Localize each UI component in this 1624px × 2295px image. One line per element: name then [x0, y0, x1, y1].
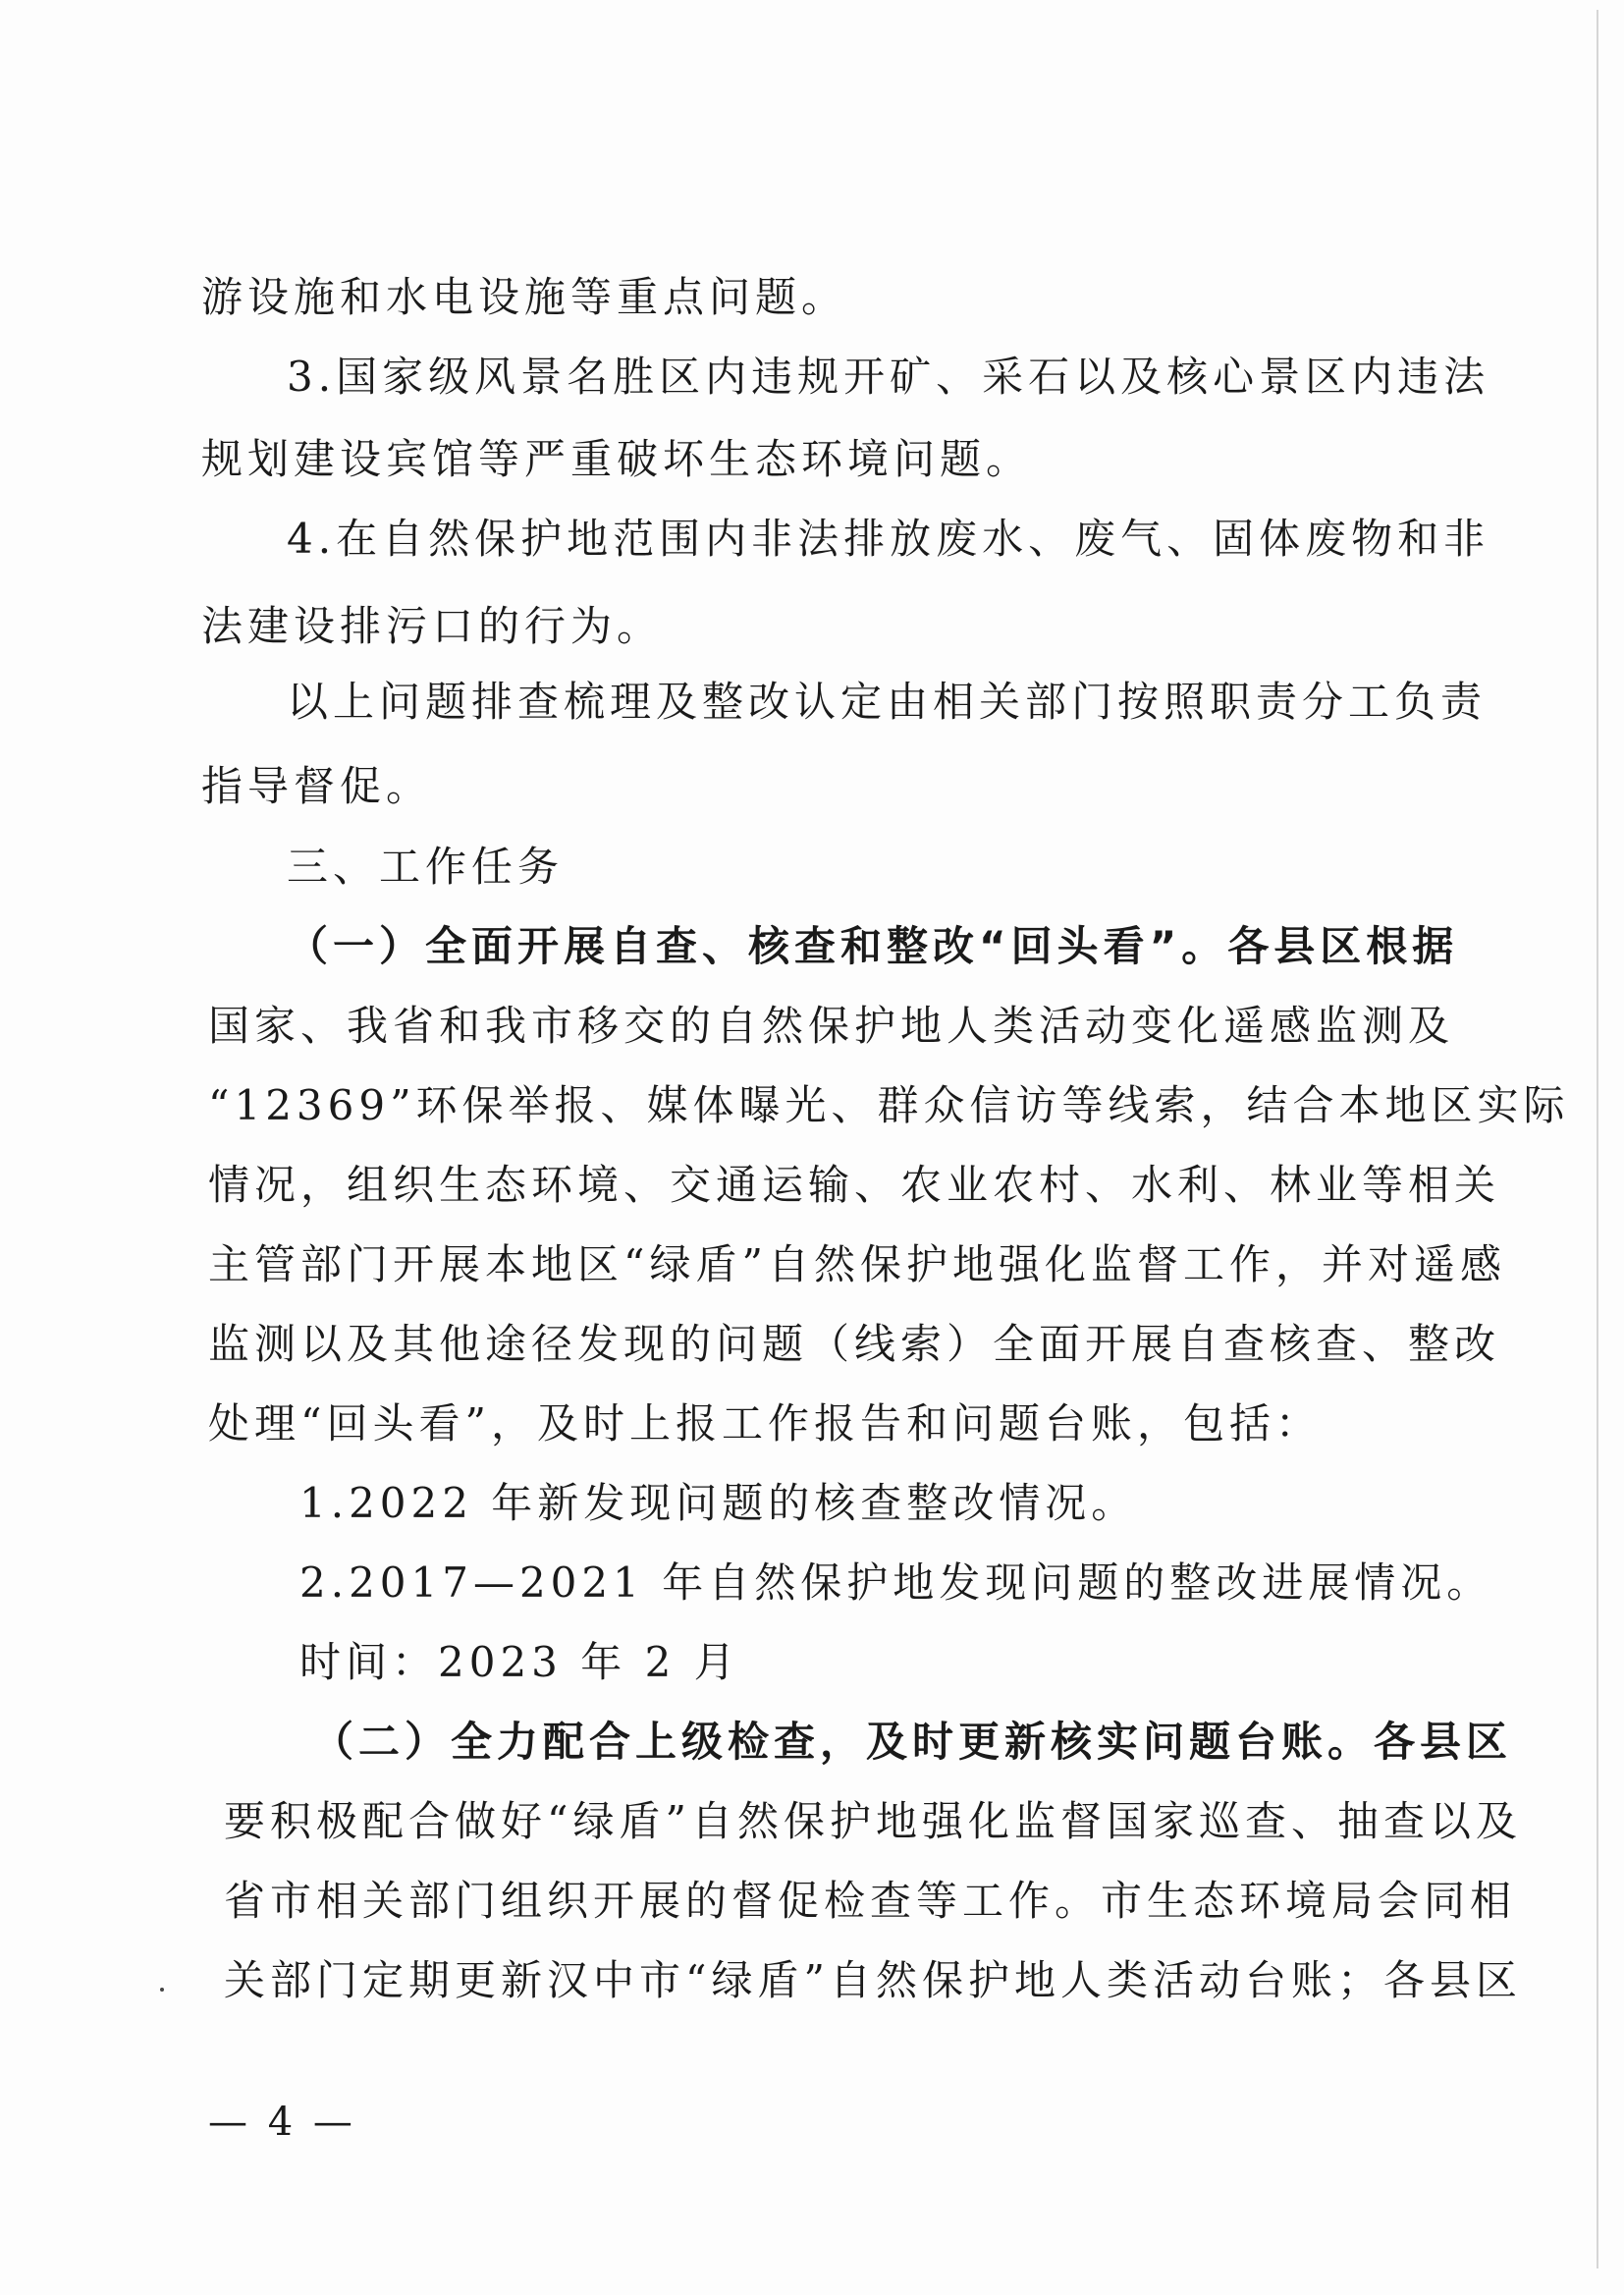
text-line: 3.国家级风景名胜区内违规开矿、采石以及核心景区内违法: [287, 353, 1490, 401]
section-heading: 三、工作任务: [287, 843, 565, 891]
subsection-heading: （一）全面开展自查、核查和整改“回头看”。各县区根据: [287, 922, 1459, 970]
text-line: 1.2022 年新发现问题的核查整改情况。: [299, 1479, 1138, 1527]
text-line: 国家、我省和我市移交的自然保护地人类活动变化遥感监测及: [208, 1002, 1455, 1050]
subsection-heading: （二）全力配合上级检查，及时更新核实问题台账。各县区: [312, 1718, 1513, 1766]
text-line: 处理“回头看”，及时上报工作报告和问题台账，包括：: [208, 1399, 1322, 1448]
text-line: “12369”环保举报、媒体曝光、群众信访等线索，结合本地区实际: [208, 1081, 1570, 1129]
text-line: 要积极配合做好“绿盾”自然保护地强化监督国家巡查、抽查以及: [224, 1797, 1522, 1845]
text-line: 省市相关部门组织开展的督促检查等工作。市生态环境局会同相: [224, 1877, 1517, 1925]
text-line: 时间：2023 年 2 月: [299, 1638, 740, 1686]
page-edge-line: [1597, 10, 1598, 2268]
text-line: 指导督促。: [201, 762, 433, 810]
text-line: 关部门定期更新汉中市“绿盾”自然保护地人类活动台账；各县区: [224, 1956, 1522, 2004]
page-number: — 4 —: [208, 2100, 356, 2145]
text-line: 规划建设宾馆等严重破坏生态环境问题。: [201, 435, 1033, 483]
text-line: 4.在自然保护地范围内非法排放废水、废气、固体废物和非: [287, 515, 1490, 563]
text-line: 2.2017—2021 年自然保护地发现问题的整改进展情况。: [299, 1558, 1493, 1607]
text-line: 情况，组织生态环境、交通运输、农业农村、水利、林业等相关: [208, 1161, 1501, 1209]
text-line: 以上问题排查梳理及整改认定由相关部门按照职责分工负责: [287, 678, 1488, 726]
text-line: 主管部门开展本地区“绿盾”自然保护地强化监督工作，并对遥感: [208, 1240, 1506, 1288]
scan-speck: [160, 1988, 164, 1992]
text-line: 法建设排污口的行为。: [201, 602, 664, 650]
text-line: 监测以及其他途径发现的问题（线索）全面开展自查核查、整改: [208, 1320, 1501, 1368]
text-line: 游设施和水电设施等重点问题。: [201, 273, 848, 321]
